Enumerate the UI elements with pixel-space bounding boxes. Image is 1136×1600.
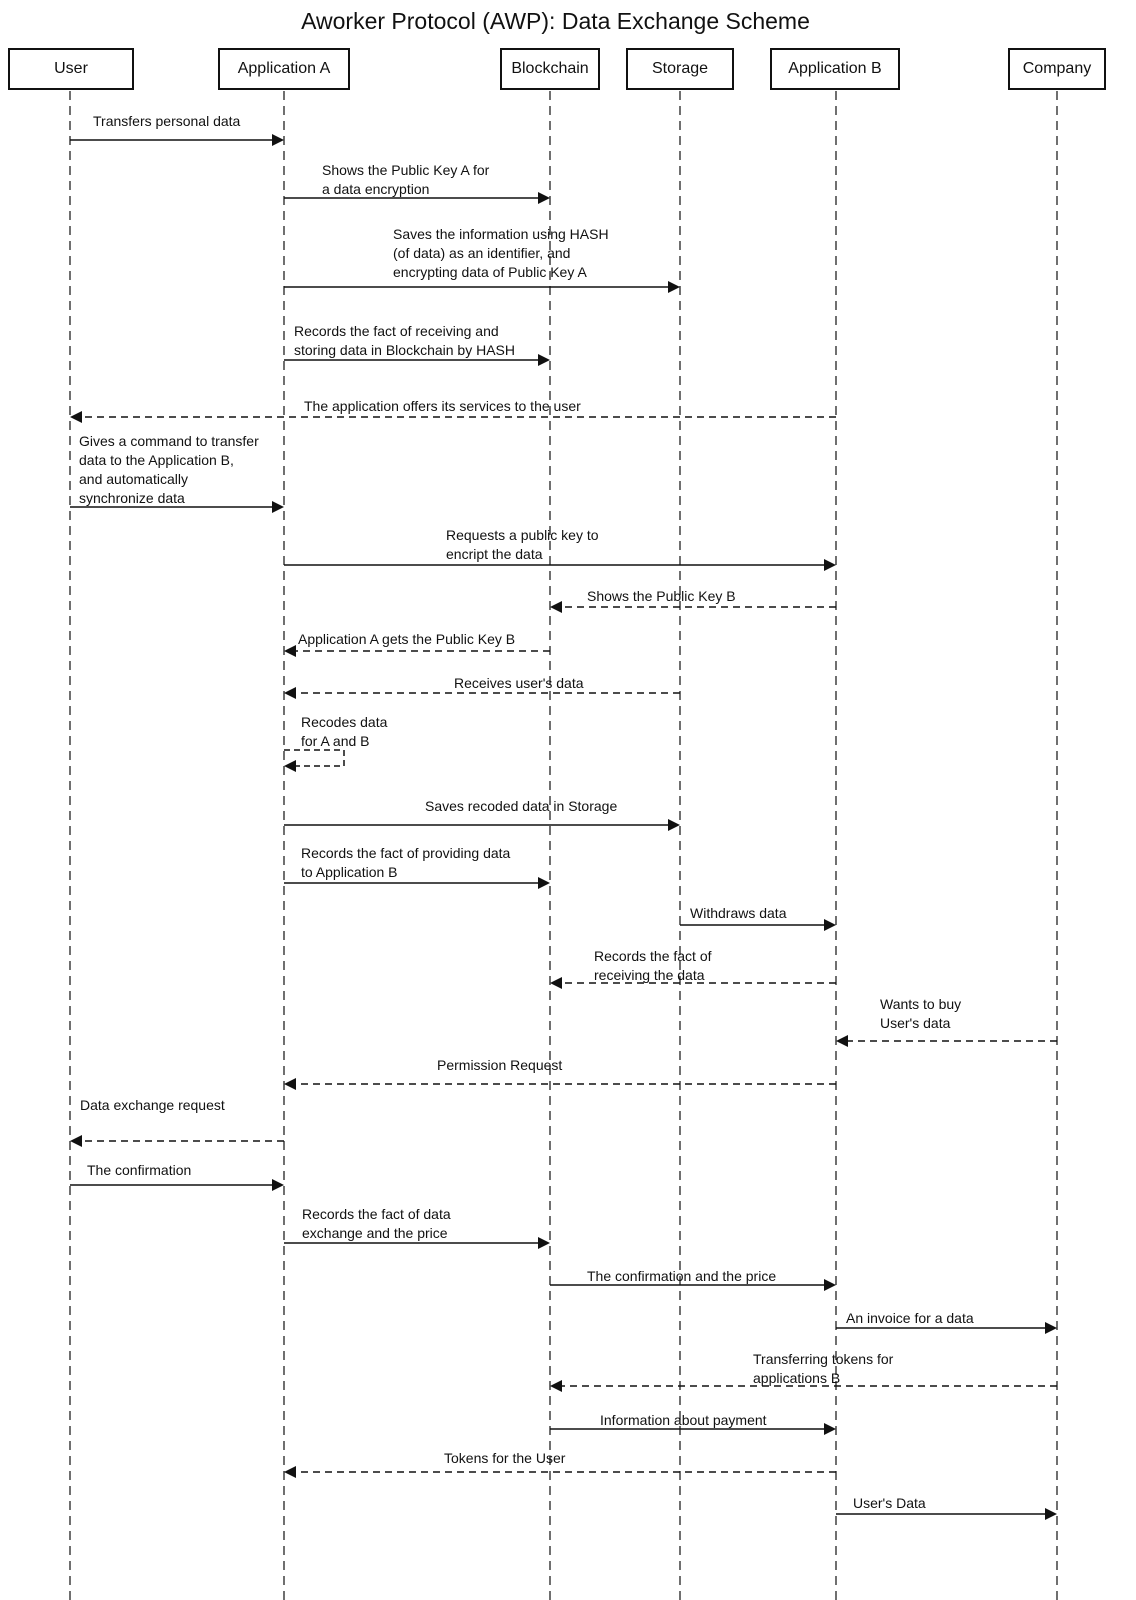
message-label-5: The application offers its services to the user	[304, 398, 581, 414]
diagram-title: Aworker Protocol (AWP): Data Exchange Scheme	[301, 8, 810, 34]
message-label-19: The confirmation	[87, 1162, 192, 1178]
message-label-22: An invoice for a data	[846, 1310, 974, 1326]
message-arrowhead-26	[1045, 1508, 1057, 1520]
message-arrowhead-17	[284, 1078, 296, 1090]
message-label-15: Records the fact of receiving the data	[594, 948, 712, 983]
message-arrowhead-4	[538, 354, 550, 366]
message-arrowhead-15	[550, 977, 562, 989]
message-arrowhead-13	[538, 877, 550, 889]
actor-application-a: Application A	[218, 48, 350, 90]
message-arrowhead-2	[538, 192, 550, 204]
message-label-7: Requests a public key to encript the data	[446, 527, 599, 562]
message-label-18: Data exchange request	[80, 1097, 225, 1113]
message-label-6: Gives a command to transfer data to the Application B, and automatically synchronize data	[79, 433, 259, 506]
message-arrowhead-18	[70, 1135, 82, 1147]
message-arrowhead-10	[284, 687, 296, 699]
message-arrowhead-9	[284, 645, 296, 657]
message-arrowhead-16	[836, 1035, 848, 1047]
message-label-1: Transfers personal data	[93, 113, 241, 129]
message-label-23: Transferring tokens for applications B	[753, 1351, 894, 1386]
message-arrowhead-14	[824, 919, 836, 931]
message-arrowhead-22	[1045, 1322, 1057, 1334]
message-arrowhead-12	[668, 819, 680, 831]
message-label-8: Shows the Public Key B	[587, 588, 736, 604]
actor-company: Company	[1008, 48, 1106, 90]
message-arrowhead-19	[272, 1179, 284, 1191]
message-label-25: Tokens for the User	[444, 1450, 566, 1466]
actor-storage: Storage	[626, 48, 734, 90]
message-arrowhead-23	[550, 1380, 562, 1392]
message-label-12: Saves recoded data in Storage	[425, 798, 618, 814]
message-arrowhead-3	[668, 281, 680, 293]
message-label-20: Records the fact of data exchange and the price	[302, 1206, 451, 1241]
message-label-13: Records the fact of providing data to Application B	[301, 845, 511, 880]
message-label-10: Receives user's data	[454, 675, 584, 691]
message-arrowhead-8	[550, 601, 562, 613]
message-arrowhead-6	[272, 501, 284, 513]
message-arrowhead-24	[824, 1423, 836, 1435]
actor-user: User	[8, 48, 134, 90]
message-arrowhead-21	[824, 1279, 836, 1291]
message-label-3: Saves the information using HASH (of data) as an identifier, and encrypting data of Public Key A	[393, 226, 609, 280]
message-label-11: Recodes data for A and B	[301, 714, 388, 749]
message-label-26: User's Data	[853, 1495, 926, 1511]
message-arrowhead-25	[284, 1466, 296, 1478]
message-arrowhead-1	[272, 134, 284, 146]
message-arrowhead-11	[284, 760, 296, 772]
message-arrowhead-7	[824, 559, 836, 571]
message-label-16: Wants to buy User's data	[880, 996, 962, 1031]
message-label-2: Shows the Public Key A for a data encryption	[322, 162, 490, 197]
message-label-9: Application A gets the Public Key B	[298, 631, 516, 647]
message-label-17: Permission Request	[437, 1057, 563, 1073]
message-arrowhead-20	[538, 1237, 550, 1249]
message-label-24: Information about payment	[600, 1412, 767, 1428]
actor-blockchain: Blockchain	[500, 48, 600, 90]
message-label-4: Records the fact of receiving and storing data in Blockchain by HASH	[294, 323, 515, 358]
message-arrowhead-5	[70, 411, 82, 423]
actor-application-b: Application B	[770, 48, 900, 90]
message-label-21: The confirmation and the price	[587, 1268, 777, 1284]
message-label-14: Withdraws data	[690, 905, 787, 921]
